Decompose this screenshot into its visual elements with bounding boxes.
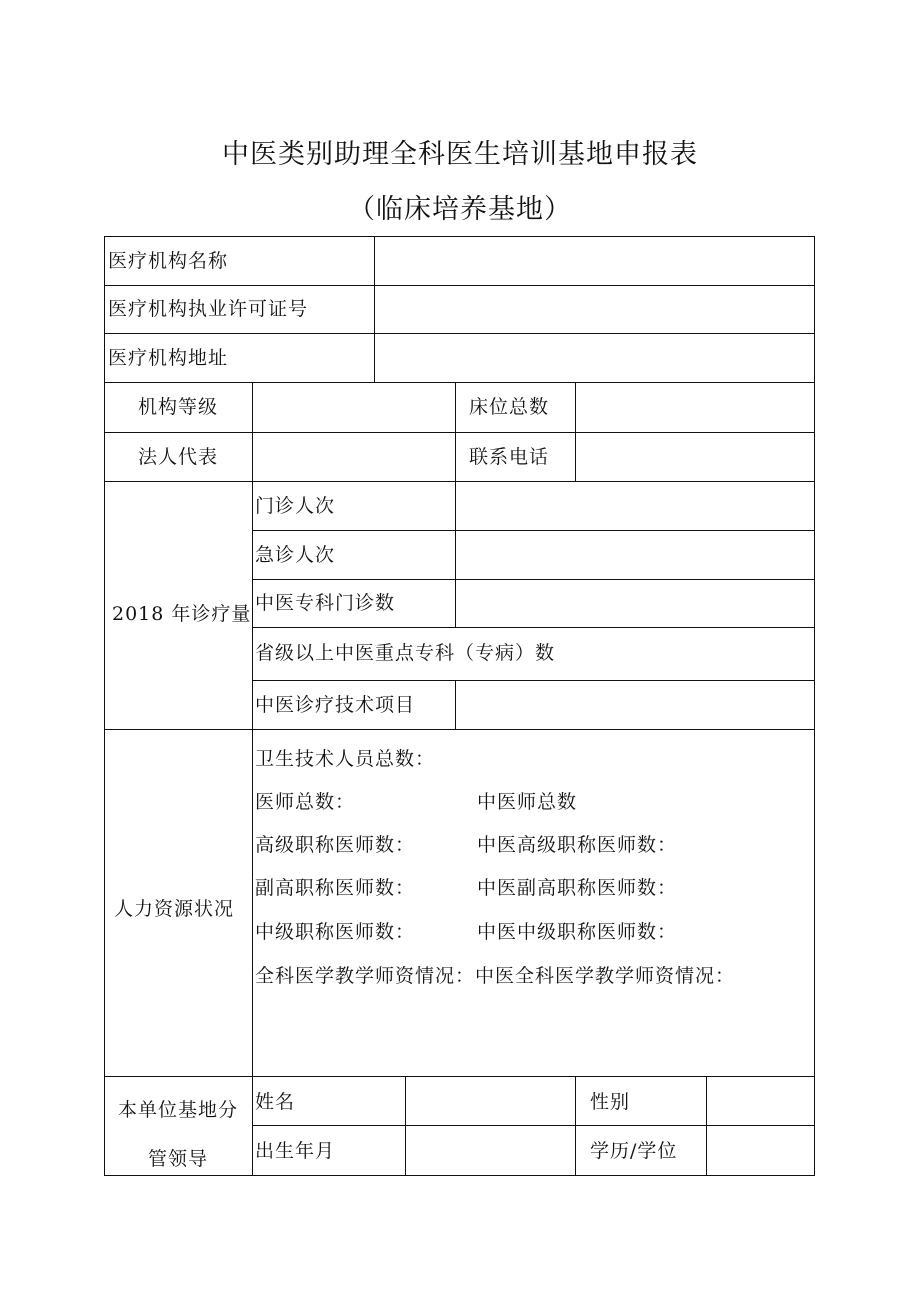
tcm-physicians-total: 中医师总数	[477, 791, 578, 813]
leader-group-label-line2: 管领导	[147, 1148, 208, 1170]
rule	[575, 1076, 576, 1176]
tcm-specialty-clinics-label: 中医专科门诊数	[255, 592, 396, 614]
border-right	[814, 236, 815, 1176]
tcm-vice-senior-physicians: 中医副高职称医师数：	[477, 877, 678, 899]
rule	[374, 236, 375, 383]
leader-education-label: 学历/学位	[590, 1140, 678, 1162]
emergency-visits-label: 急诊人次	[255, 544, 336, 566]
rule	[252, 680, 815, 681]
rule	[252, 627, 815, 628]
rule	[455, 382, 456, 482]
rule	[706, 1076, 707, 1176]
form-title: 中医类别助理全科医生培训基地申报表	[222, 139, 698, 170]
leader-group-label-line1: 本单位基地分	[117, 1099, 238, 1121]
org-address-label: 医疗机构地址	[108, 347, 229, 369]
health-tech-staff-total: 卫生技术人员总数：	[255, 748, 436, 770]
rule	[252, 530, 815, 531]
border-bottom	[104, 1175, 815, 1176]
rule	[252, 382, 253, 1176]
beds-total-label: 床位总数	[469, 396, 550, 418]
form-subtitle: （临床培养基地）	[348, 194, 572, 225]
rule	[104, 729, 815, 730]
tcm-intermediate-physicians: 中医中级职称医师数：	[477, 921, 678, 943]
physicians-total: 医师总数：	[255, 791, 356, 813]
rule	[104, 432, 815, 433]
rule	[104, 481, 815, 482]
rule	[455, 481, 456, 628]
senior-physicians: 高级职称医师数：	[255, 834, 416, 856]
rule	[104, 285, 815, 286]
border-top	[104, 236, 815, 237]
border-left	[104, 236, 105, 1176]
org-level-label: 机构等级	[137, 396, 218, 418]
rule	[405, 1076, 406, 1176]
leader-birth-label: 出生年月	[255, 1140, 336, 1162]
rule	[104, 382, 815, 383]
tcm-tech-items-label: 中医诊疗技术项目	[255, 694, 416, 716]
rule	[455, 680, 456, 730]
tcm-senior-physicians: 中医高级职称医师数：	[477, 834, 678, 856]
org-name-label: 医疗机构名称	[108, 250, 229, 272]
hr-group-label: 人力资源状况	[114, 898, 235, 920]
rule	[104, 1076, 815, 1077]
rule	[104, 333, 815, 334]
phone-label: 联系电话	[469, 446, 550, 468]
outpatient-visits-label: 门诊人次	[255, 495, 336, 517]
rule	[575, 382, 576, 482]
rule	[252, 1125, 815, 1126]
gp-teachers-status: 全科医学教学师资情况：中医全科医学教学师资情况：	[255, 965, 736, 987]
org-license-label: 医疗机构执业许可证号	[108, 298, 309, 320]
provincial-key-specialty-label: 省级以上中医重点专科（专病）数	[255, 642, 556, 664]
application-form-table	[104, 236, 815, 1176]
legal-rep-label: 法人代表	[137, 446, 218, 468]
intermediate-physicians: 中级职称医师数：	[255, 921, 416, 943]
leader-gender-label: 性别	[590, 1091, 631, 1113]
vice-senior-physicians: 副高职称医师数：	[255, 877, 416, 899]
rule	[252, 579, 815, 580]
visits-group-label: 2018 年诊疗量	[112, 603, 252, 625]
leader-name-label: 姓名	[255, 1091, 296, 1113]
